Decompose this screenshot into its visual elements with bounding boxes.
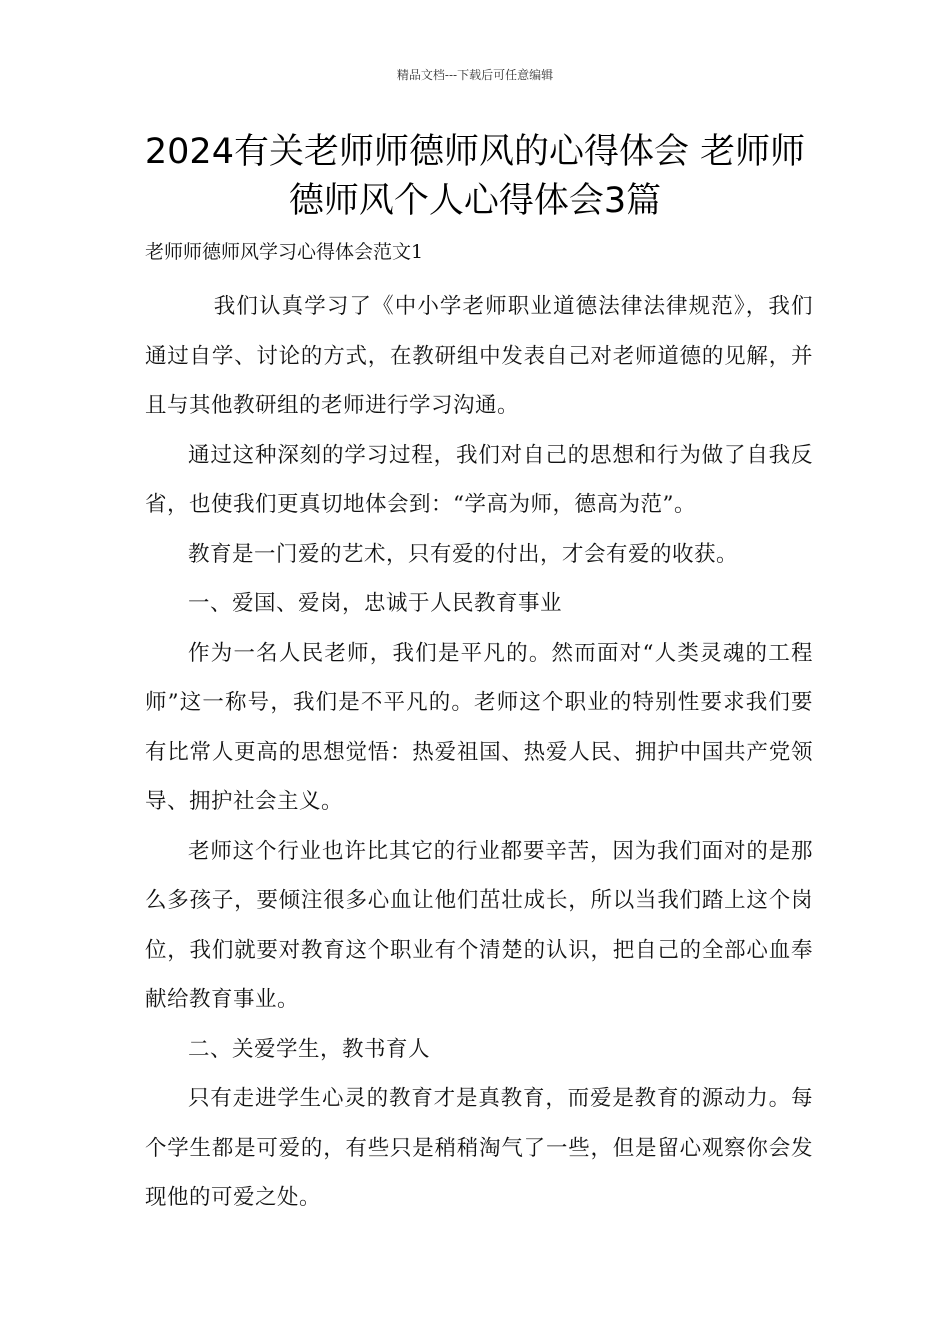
document-title: 2024有关老师师德师风的心得体会 老师师德师风个人心得体会3篇: [144, 132, 806, 221]
heading-1: 一、爱国、爱岗，忠诚于人民教育事业: [188, 591, 563, 616]
paragraph-5: 老师这个行业也许比其它的行业都要辛苦，因为我们面对的是那么多孩子，要倾注很多心血让他们茁壮成长，所以当我们踏上这个岗位，我们就要对教育这个职业有个清楚的认识，把自己的全部心血奉献给教育事业。: [145, 838, 813, 1012]
heading-2: 二、关爱学生，教书育人: [188, 1036, 431, 1062]
paragraph-2: 通过这种深刻的学习过程，我们对自己的思想和行为做了自我反省，也使我们更真切地体会到：“学高为师，德高为范”。: [145, 442, 813, 517]
paragraph-6: 只有走进学生心灵的教育才是真教育，而爱是教育的源动力。每个学生都是可爱的，有些只是稍稍淘气了一些，但是留心观察你会发现他的可爱之处。: [145, 1086, 813, 1210]
paragraph-1: 我们认真学习了《中小学老师职业道德法律法律规范》，我们通过自学、讨论的方式，在教研组中发表自己对老师道德的见解，并且与其他教研组的老师进行学习沟通。: [145, 294, 813, 418]
paragraph-3: 教育是一门爱的艺术，只有爱的付出，才会有爱的收获。: [188, 541, 739, 567]
section-title: 老师师德师风学习心得体会范文1: [145, 241, 424, 263]
paragraph-4: 作为一名人民老师，我们是平凡的。然而面对“人类灵魂的工程师”这一称号，我们是不平凡的。老师这个职业的特别性要求我们要有比常人更高的思想觉悟：热爱祖国、热爱人民、拥护中国共产党领导、拥护社会主义。: [145, 640, 813, 814]
header-note: 精品文档---下载后可任意编辑: [396, 68, 554, 82]
document-body: [145, 282, 813, 1223]
